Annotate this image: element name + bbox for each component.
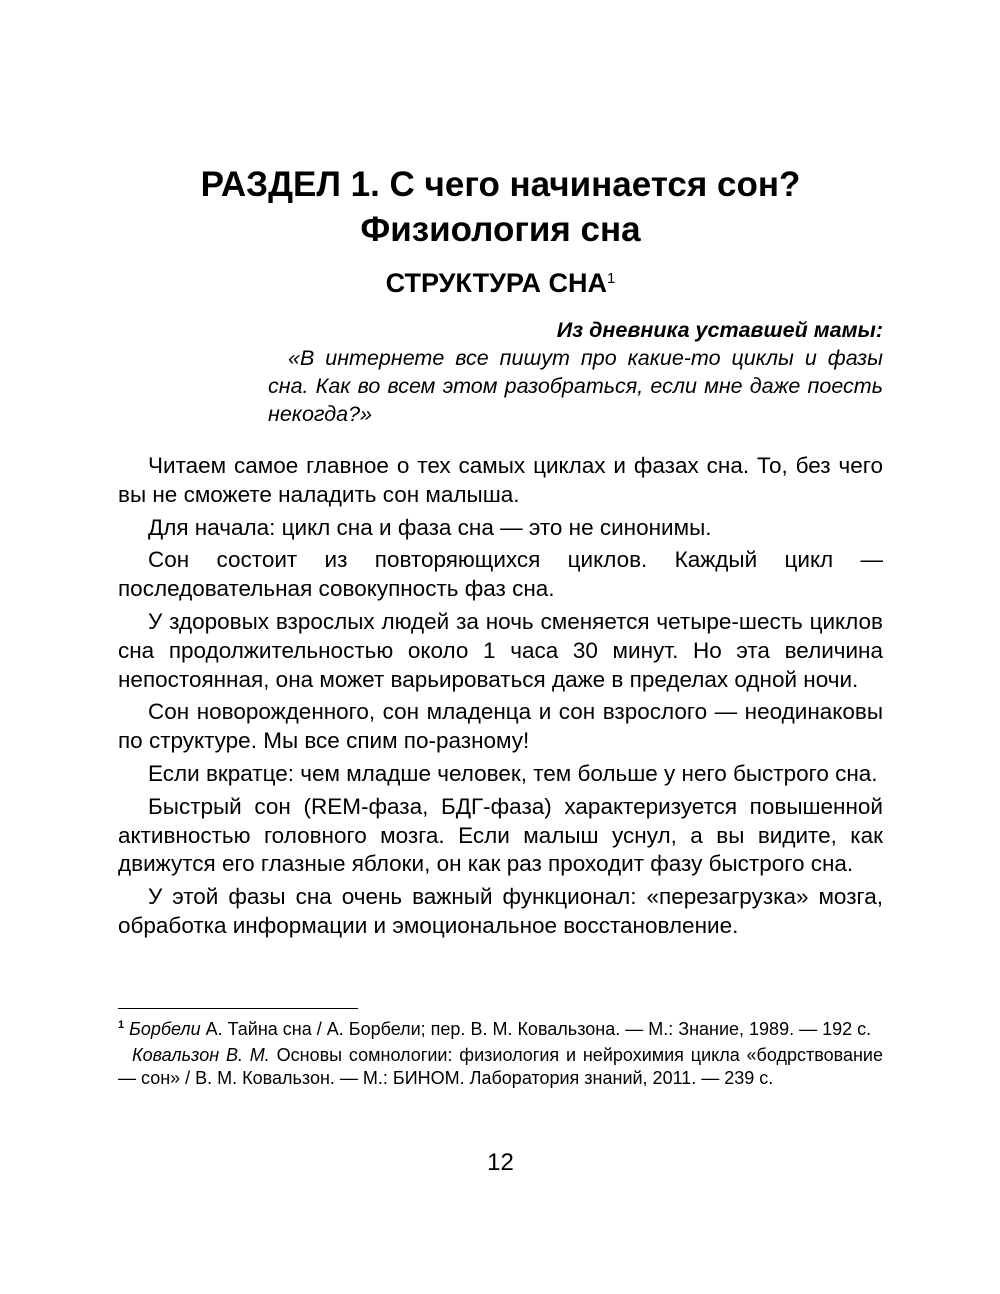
section-heading — [118, 266, 883, 300]
footnote-1 — [118, 1014, 883, 1041]
paragraph: Для начала: цикл сна и фаза сна — это не синонимы. — [148, 514, 712, 540]
paragraph: Если вкратце: чем младше человек, тем больше у него быстрого сна. — [148, 760, 878, 786]
paragraph: У этой фазы сна очень важный функционал: «перезагрузка» мозга, обработка информации и эмоциональное восстановление. — [118, 884, 883, 938]
body-text — [118, 452, 883, 945]
epigraph — [268, 316, 883, 428]
section-footnote-marker: 1 — [607, 270, 616, 287]
epigraph-quote: «В интернете все пишут про какие-то циклы и фазы сна. Как во всем этом разобраться, если мне даже поесть некогда?» — [268, 346, 883, 426]
book-page — [118, 0, 883, 1294]
footnote-2 — [118, 1044, 883, 1090]
paragraph: Сон новорожденного, сон младенца и сон взрослого — неодинаковы по структуре. Мы все спим по-разному! — [118, 699, 883, 754]
paragraph: Быстрый сон (REM-фаза, БДГ-фаза) характеризуется повышенной активностью головного мозга. Если малыш уснул, а вы видите, как движутся его глазные яблоки, он как раз проходит фазу быстрого сна. — [118, 793, 883, 877]
section-heading-text: СТРУКТУРА СНА — [385, 268, 607, 298]
chapter-title — [118, 162, 883, 252]
footnote-2-text: Основы сомнологии: физиология и нейрохимия цикла «бодрствование — сон» / В. М. Ковальзон. — М.: БИНОМ. Лаборатория знаний, 2011. — 239 с. — [118, 1045, 883, 1088]
footnotes — [118, 1014, 883, 1093]
footnote-divider — [118, 1008, 358, 1009]
chapter-title-line-2: Физиология сна — [360, 210, 641, 249]
footnote-1-text: А. Тайна сна / А. Борбели; пер. В. М. Ковальзона. — М.: Знание, 1989. — 192 с. — [200, 1019, 872, 1039]
chapter-title-line-1: РАЗДЕЛ 1. С чего начинается сон? — [200, 165, 801, 204]
page-number: 12 — [487, 1149, 514, 1176]
footnote-1-author: Борбели — [129, 1019, 201, 1039]
epigraph-title: Из дневника уставшей мамы: — [556, 318, 883, 342]
footnote-2-author: Ковальзон В. М. — [132, 1045, 270, 1065]
paragraph: У здоровых взрослых людей за ночь сменяется четыре-шесть циклов сна продолжительностью около 1 часа 30 минут. Но эта величина непостоянная, она может варьироваться даже в пределах одной ночи. — [118, 608, 883, 692]
paragraph: Читаем самое главное о тех самых циклах и фазах сна. То, без чего вы не сможете наладить сон малыша. — [118, 453, 883, 507]
footnote-1-marker: 1 — [118, 1019, 125, 1031]
paragraph: Сон состоит из повторяющихся циклов. Каждый цикл — последовательная совокупность фаз сна. — [118, 547, 883, 602]
